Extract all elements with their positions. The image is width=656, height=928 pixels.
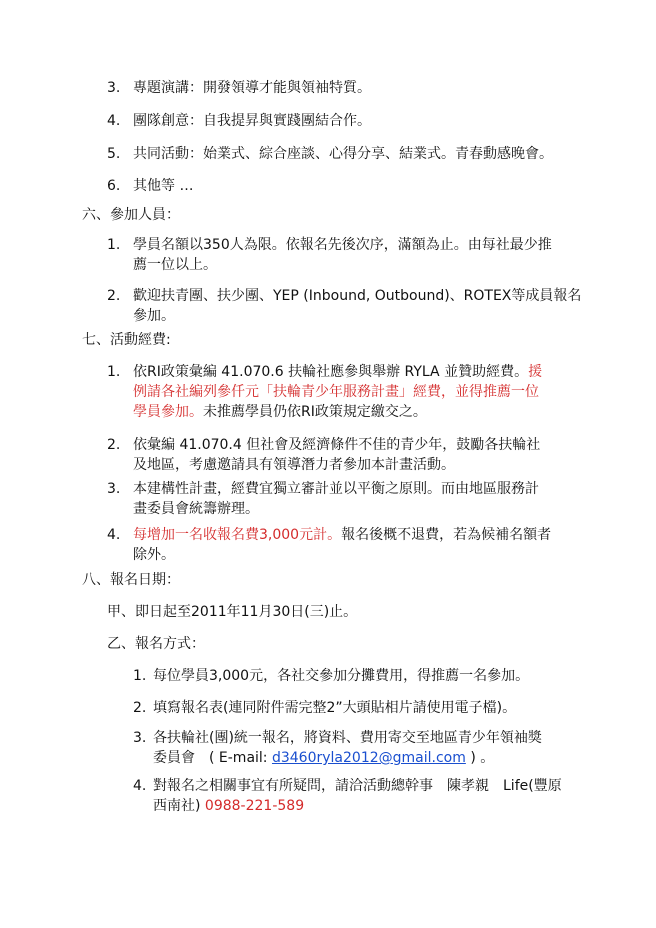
sub-heading: 甲、即日起至2011年11月30日(三)止。 (107, 604, 358, 620)
list-item-text: 共同活動：始業式、綜合座談、心得分享、結業式。青春動感晚會。 (133, 146, 553, 162)
list-number: 5. (107, 146, 121, 162)
list-item-text (153, 776, 562, 816)
highlight-text: 每增加一名收報名費3,000元計。 (133, 527, 342, 543)
text-run: 未推薦學員仍依RI政策規定繳交之。 (203, 404, 427, 420)
list-item-text: 團隊創意：自我提昇與實踐團結合作。 (133, 113, 371, 129)
text-line (153, 748, 542, 768)
email-link[interactable]: d3460ryla2012@gmail.com (271, 750, 466, 766)
highlight-text: 例請各社編列參仟元「扶輪青少年服務計畫」經費，並得推薦一位 (133, 384, 539, 400)
list-item-text (133, 235, 552, 275)
section-heading: 六、參加人員： (82, 207, 180, 223)
text-run: 報名後概不退費，若為候補名額者 (341, 527, 552, 543)
text-line: 依彙編 41.070.4 但社會及經濟條件不佳的青少年，鼓勵各扶輪社 (133, 437, 541, 453)
text-run: 西南社) (153, 798, 205, 814)
sub-heading: 乙、報名方式： (107, 636, 205, 652)
text-line: 參加。 (133, 308, 175, 324)
text-line: 各扶輪社(團)統一報名，將資料、費用寄交至地區青少年領袖獎 (153, 730, 542, 746)
text-line: 薦一位以上。 (133, 257, 217, 273)
list-number: 3. (107, 80, 121, 96)
section-heading: 八、報名日期： (82, 572, 180, 588)
text-run: ) 。 (465, 750, 495, 766)
list-number: 6. (107, 178, 121, 194)
list-number: 2. (107, 437, 121, 453)
list-number: 2. (133, 700, 147, 716)
text-line: 對報名之相關事宜有所疑問，請洽活動總幹事 陳孝親 Life(豐原 (153, 778, 562, 794)
list-number: 4. (107, 527, 121, 543)
list-item-text: 專題演講：開發領導才能與領袖特質。 (133, 80, 371, 96)
list-item-text (133, 362, 542, 422)
section-heading: 七、活動經費: (82, 332, 171, 348)
list-item-text (133, 286, 581, 326)
text-line: 及地區，考慮邀請具有領導潛力者參加本計畫活動。 (133, 457, 455, 473)
text-line (133, 525, 551, 545)
text-run: 依RI政策彙編 41.070.6 扶輪社應參與舉辦 RYLA 並贊助經費。 (133, 364, 529, 380)
phone-number: 0988-221-589 (204, 798, 305, 814)
list-number: 1. (133, 668, 147, 684)
list-number: 3. (107, 481, 121, 497)
list-number: 1. (107, 364, 121, 380)
list-item-text (133, 525, 551, 565)
list-number: 4. (133, 778, 147, 794)
text-line: 除外。 (133, 547, 175, 563)
list-item-text: 其他等 … (133, 178, 194, 194)
text-line: 本建構性計畫，經費宜獨立審計並以平衡之原則。而由地區服務計 (133, 481, 539, 497)
list-number: 4. (107, 113, 121, 129)
text-line (153, 796, 562, 816)
text-line (133, 402, 542, 422)
list-item-text: 每位學員3,000元，各社交參加分攤費用，得推薦一名參加。 (153, 668, 530, 684)
list-number: 1. (107, 237, 121, 253)
list-item-text (153, 728, 542, 768)
text-line: 歡迎扶青團、扶少團、YEP (Inbound, Outbound)、ROTEX等成員報名 (133, 288, 582, 304)
highlight-text: 援 (528, 364, 543, 380)
text-line (133, 362, 542, 382)
list-item-text: 填寫報名表(連同附件需完整2”大頭貼相片請使用電子檔)。 (153, 700, 517, 716)
text-run: 委員會 ( E-mail: (153, 750, 272, 766)
text-line: 畫委員會統籌辦理。 (133, 501, 259, 517)
text-line: 學員名額以350人為限。依報名先後次序，滿額為止。由每社最少推 (133, 237, 552, 253)
list-item-text (133, 435, 540, 475)
list-number: 3. (133, 730, 147, 746)
list-item-text (133, 479, 539, 519)
highlight-text: 學員參加。 (133, 404, 203, 420)
list-number: 2. (107, 288, 121, 304)
